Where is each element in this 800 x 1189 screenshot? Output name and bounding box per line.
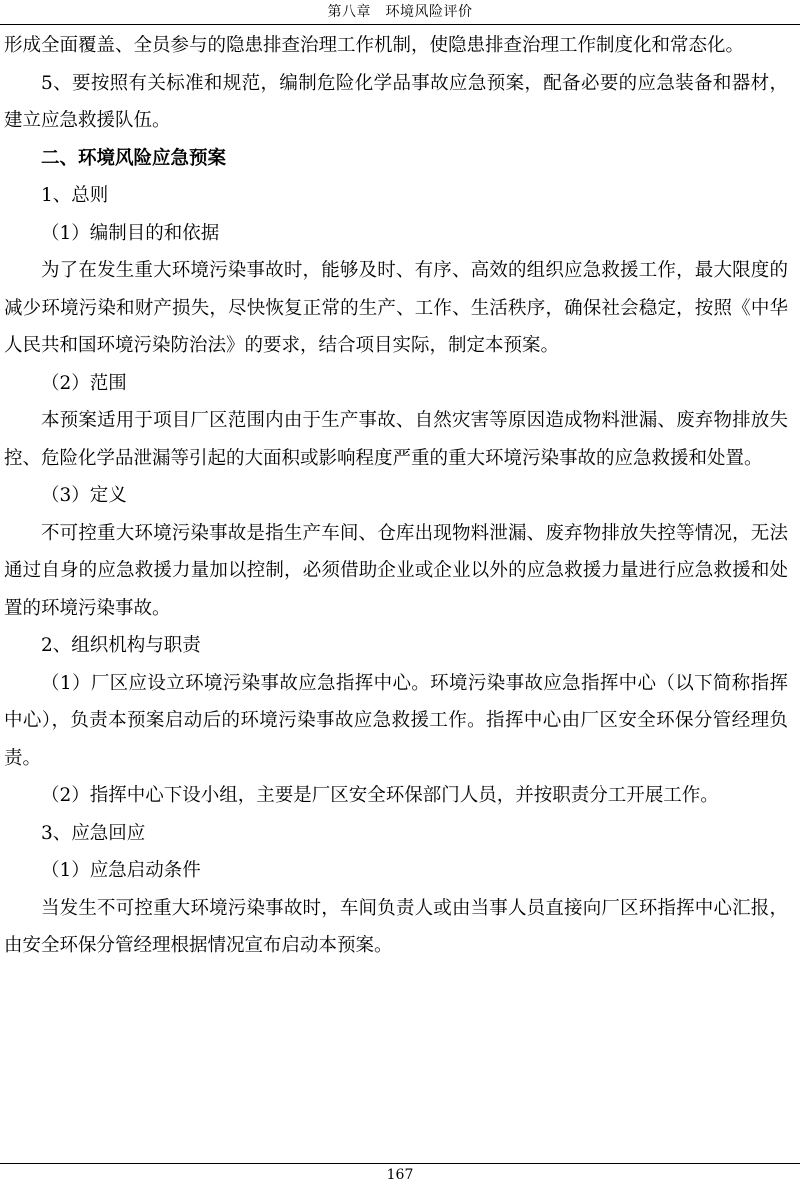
subheading-activation-conditions: （1）应急启动条件 [41, 860, 201, 881]
subheading-organization: 2、组织机构与职责 [41, 635, 201, 656]
paragraph-item-5: 5、要按照有关标准和规范，编制危险化学品事故应急预案，配备必要的应急装备和器材，建立应急救援队伍。 [4, 72, 788, 131]
paragraph-purpose: 为了在发生重大环境污染事故时，能够及时、有序、高效的组织应急救援工作，最大限度的减少环境污染和财产损失，尽快恢复正常的生产、工作、生活秩序，确保社会稳定，按照《中华人民共和国环境污染防治法》的要求，结合项目实际，制定本预案。 [4, 260, 788, 356]
document-body [4, 27, 788, 965]
page-header [0, 0, 800, 25]
subheading-general-provisions: 1、总则 [41, 185, 109, 206]
paragraph-scope: 本预案适用于项目厂区范围内由于生产事故、自然灾害等原因造成物料泄漏、废弃物排放失控、危险化学品泄漏等引起的大面积或影响程度严重的重大环境污染事故的应急救援和处置。 [4, 410, 788, 469]
page-number: 167 [386, 1167, 414, 1183]
subheading-purpose-and-basis: （1）编制目的和依据 [41, 222, 220, 244]
paragraph-subgroups: （2）指挥中心下设小组，主要是厂区安全环保部门人员，并按职责分工开展工作。 [41, 785, 719, 806]
subheading-scope: （2）范围 [41, 372, 127, 394]
section-heading-emergency-plan: 二、环境风险应急预案 [41, 147, 227, 169]
paragraph-continuation: 形成全面覆盖、全员参与的隐患排查治理工作机制，使隐患排查治理工作制度化和常态化。 [4, 35, 745, 56]
footer-divider [0, 1163, 800, 1164]
paragraph-command-center: （1）厂区应设立环境污染事故应急指挥中心。环境污染事故应急指挥中心（以下简称指挥中心），负责本预案启动后的环境污染事故应急救援工作。指挥中心由厂区安全环保分管经理负责。 [4, 672, 788, 769]
subheading-emergency-response: 3、应急回应 [41, 822, 146, 844]
chapter-title: 第八章 环境风险评价 [327, 4, 473, 20]
paragraph-definition: 不可控重大环境污染事故是指生产车间、仓库出现物料泄漏、废弃物排放失控等情况，无法通过自身的应急救援力量加以控制，必须借助企业或企业以外的应急救援力量进行应急救援和处置的环境污染事故。 [4, 522, 788, 619]
subheading-definition: （3）定义 [41, 485, 127, 506]
paragraph-activation: 当发生不可控重大环境污染事故时，车间负责人或由当事人员直接向厂区环指挥中心汇报，由安全环保分管经理根据情况宣布启动本预案。 [4, 897, 788, 956]
